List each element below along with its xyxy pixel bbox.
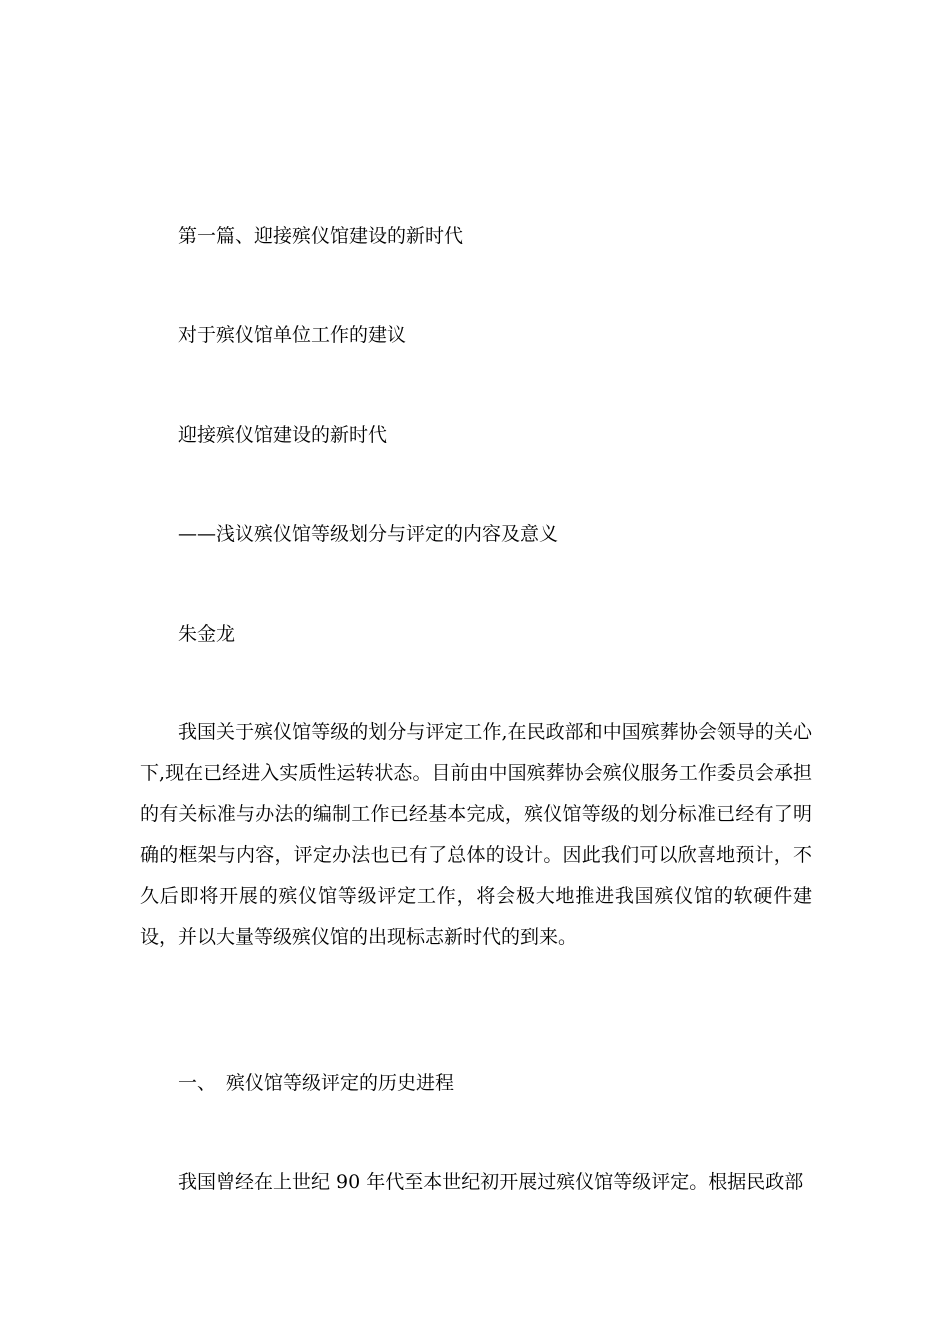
body-paragraph-1: 我国关于殡仪馆等级的划分与评定工作,在民政部和中国殡葬协会领导的关心下,现在已经进入实质性运转状态。目前由中国殡葬协会殡仪服务工作委员会承担的有关标准与办法的编制工作已经基本完成，殡仪馆等级的划分标准已经有了明确的框架与内容，评定办法也已有了总体的设计。因此我们可以欣喜地预计，不久后即将开展的殡仪馆等级评定工作，将会极大地推进我国殡仪馆的软硬件建设，并以大量等级殡仪馆的出现标志新时代的到来。 <box>140 721 812 948</box>
section-title: 殡仪馆等级评定的历史进程 <box>226 1072 455 1094</box>
section-number: 一、 <box>178 1072 217 1094</box>
document-subtitle: ——浅议殡仪馆等级划分与评定的内容及意义 <box>178 523 559 545</box>
document-author: 朱金龙 <box>178 623 236 645</box>
document-heading-2: 对于殡仪馆单位工作的建议 <box>178 324 407 346</box>
section-heading-1 <box>178 1071 454 1095</box>
body-paragraph-2: 我国曾经在上世纪 90 年代至本世纪初开展过殡仪馆等级评定。根据民政部 <box>178 1171 804 1193</box>
document-heading-3: 迎接殡仪馆建设的新时代 <box>178 424 388 446</box>
document-heading-1: 第一篇、迎接殡仪馆建设的新时代 <box>178 225 464 247</box>
